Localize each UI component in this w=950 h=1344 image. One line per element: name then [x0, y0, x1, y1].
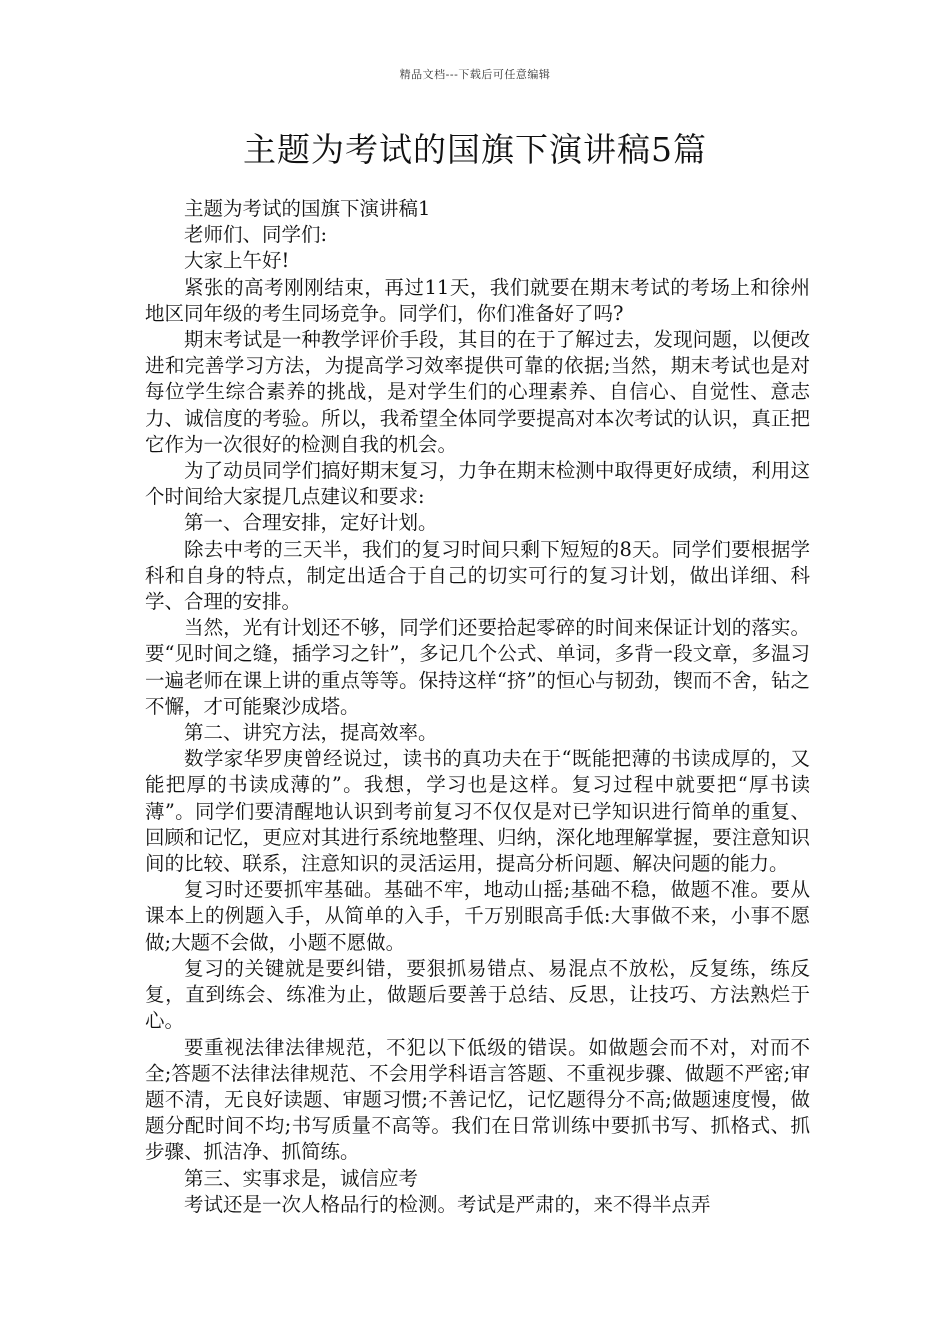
- salutation: 老师们、同学们:: [184, 223, 328, 247]
- paragraph: 紧张的高考刚刚结束，再过11天，我们就要在期末考试的考场上和徐州地区同年级的考生同场竞争。同学们，你们准备好了吗?: [145, 275, 810, 325]
- document-body: [145, 196, 810, 1218]
- subtitle: 主题为考试的国旗下演讲稿1: [184, 197, 431, 220]
- paragraph: 复习的关键就是要纠错，要狠抓易错点、易混点不放松，反复练，练反复，直到练会、练准为止，做题后要善于总结、反思，让技巧、方法熟烂于心。: [145, 956, 810, 1033]
- paragraph: 复习时还要抓牢基础。基础不牢，地动山摇;基础不稳，做题不准。要从课本上的例题入手，从简单的入手，千万别眼高手低:大事做不来，小事不愿做;大题不会做，小题不愿做。: [145, 878, 810, 954]
- document-title: 主题为考试的国旗下演讲稿5篇: [243, 130, 707, 169]
- greeting: 大家上午好!: [184, 249, 290, 273]
- paragraph: 要重视法律法律规范，不犯以下低级的错误。如做题会而不对，对而不全;答题不法律法律规范、不会用学科语言答题、不重视步骤、做题不严密;审题不清，无良好读题、审题习惯;不善记忆，记忆题得分不高;做题速度慢，做题分配时间不均;书写质量不高等。我们在日常训练中要抓书写、抓格式、抓步骤、抓洁净、抓简练。: [145, 1035, 810, 1164]
- header-note: 精品文档---下载后可任意编辑: [399, 68, 551, 81]
- section-heading: 第三、实事求是，诚信应考: [184, 1166, 419, 1190]
- paragraph: 数学家华罗庚曾经说过，读书的真功夫在于“既能把薄的书读成厚的，又能把厚的书读成薄的”。我想，学习也是这样。复习过程中就要把“厚书读薄”。同学们要清醒地认识到考前复习不仅仅是对已学知识进行简单的重复、回顾和记忆，更应对其进行系统地整理、归纳，深化地理解掌握，要注意知识间的比较、联系，注意知识的灵活运用，提高分析问题、解决问题的能力。: [145, 747, 810, 876]
- section-heading: 第一、合理安排，定好计划。: [184, 511, 438, 535]
- paragraph: 考试还是一次人格品行的检测。考试是严肃的，来不得半点弄: [184, 1192, 711, 1216]
- section-heading: 第二、讲究方法，提高效率。: [184, 721, 438, 745]
- paragraph: 期末考试是一种教学评价手段，其目的在于了解过去，发现问题，以便改进和完善学习方法，为提高学习效率提供可靠的依据;当然，期末考试也是对每位学生综合素养的挑战，是对学生们的心理素养、自信心、自觉性、意志力、诚信度的考验。所以，我希望全体同学要提高对本次考试的认识，真正把它作为一次很好的检测自我的机会。: [145, 328, 810, 456]
- paragraph: 为了动员同学们搞好期末复习，力争在期末检测中取得更好成绩，利用这个时间给大家提几点建议和要求:: [145, 459, 810, 509]
- paragraph: 当然，光有计划还不够，同学们还要拾起零碎的时间来保证计划的落实。要“见时间之缝，插学习之针”，多记几个公式、单词，多背一段文章，多温习一遍老师在课上讲的重点等等。保持这样“挤”的恒心与韧劲，锲而不舍，钻之不懈，才可能聚沙成塔。: [145, 616, 810, 718]
- paragraph: 除去中考的三天半，我们的复习时间只剩下短短的8天。同学们要根据学科和自身的特点，制定出适合于自己的切实可行的复习计划，做出详细、科学、合理的安排。: [145, 537, 810, 614]
